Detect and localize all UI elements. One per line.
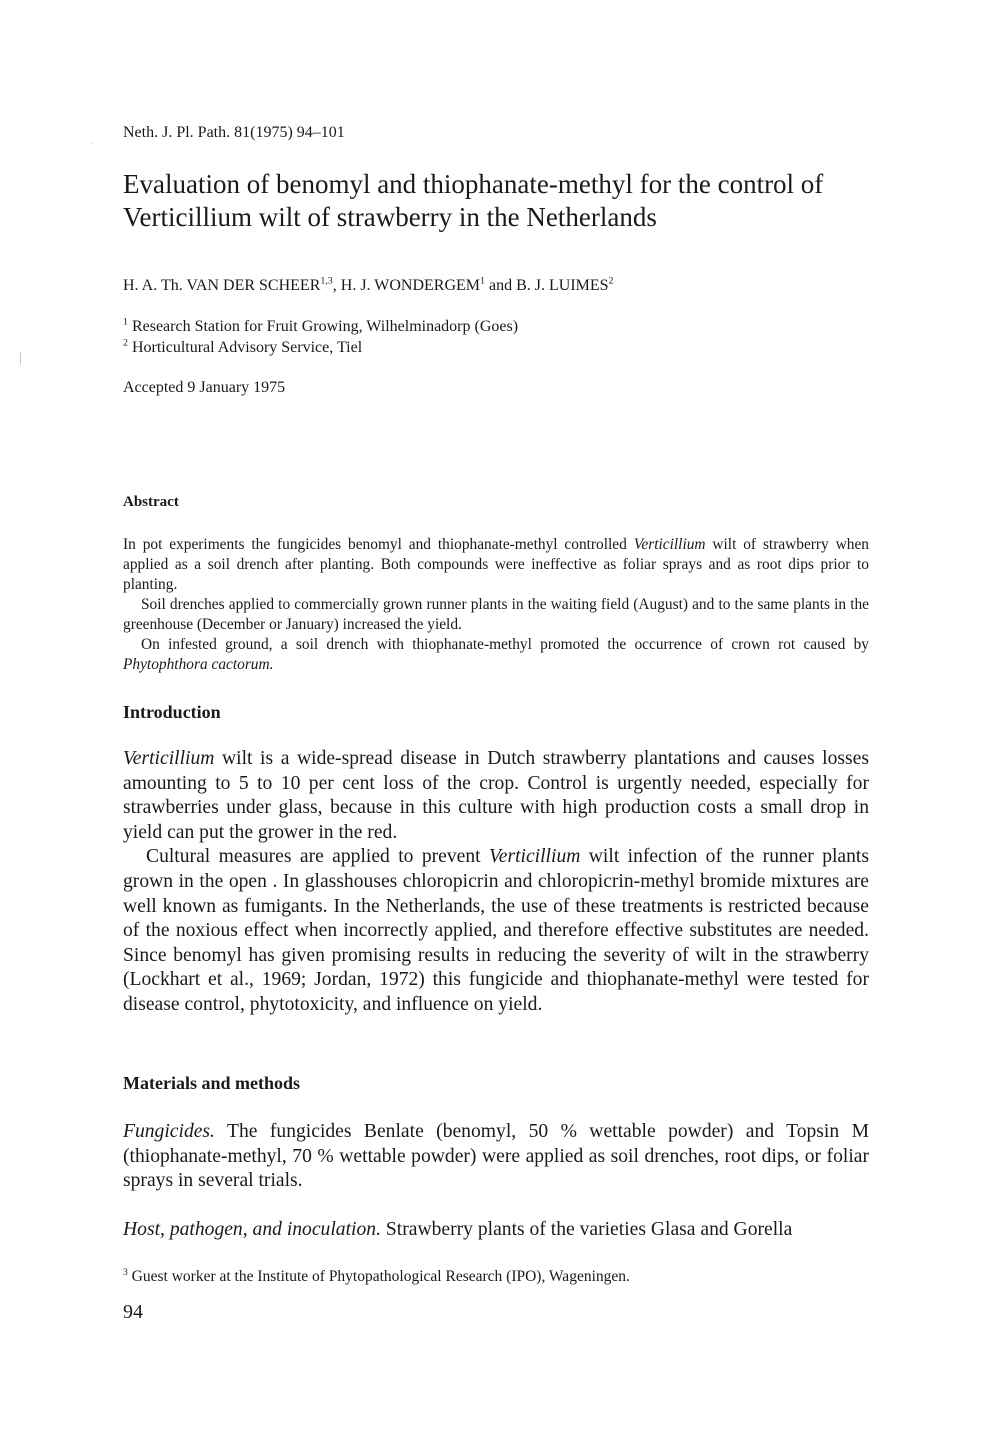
author-and: and [484,277,517,294]
fungicides-paragraph [123,1120,869,1194]
body-text: wilt infection of the runner plants grown in the open . In glasshouses chloropicrin and chloropicrin-methyl bromide mixtures are well known as fumigants. In the Netherlands, the use of these treatments is restricted because of the noxious effect when incorrectly applied, and therefore effective substitutes are needed. Since benomyl has given promising results in reducing the severity of wilt in the strawberry (Lockhart et al., 1969; Jordan, 1972) this fungicide and thiophanate-methyl were tested for disease control, phytotoxicity, and influence on yield. [123,846,869,1015]
author-line [123,277,614,295]
materials-heading: Materials and methods [123,1073,300,1093]
journal-reference: Neth. J. Pl. Path. 81(1975) 94–101 [123,124,345,141]
abstract-text: wilt of strawberry when applied as a soil drench after planting. Both compounds were ineffective as foliar sprays and as root dips prior to planting. [123,536,869,593]
body-paragraph [123,747,869,845]
author-name: H. A. Th. VAN DER SCHEER [123,277,321,294]
body-italic: Fungicides. [123,1121,215,1142]
abstract-italic: Phytophthora cactorum. [123,656,274,673]
author-sup: 1 [480,275,485,287]
affiliation [123,339,362,357]
footnote-mark: 3 [123,1266,128,1278]
author-sup: 1,3 [320,275,333,287]
abstract-text: On infested ground, a soil drench with thiophanate-methyl promoted the occurrence of crown rot caused by [141,636,869,653]
page-number: 94 [123,1301,143,1323]
scan-speck [20,352,21,364]
author-sup: 2 [608,275,614,287]
body-text: Strawberry plants of the varieties Glasa and Gorella [380,1219,793,1240]
affiliation-mark: 1 [123,316,128,328]
host-paragraph [123,1218,869,1243]
footnote-text: Guest worker at the Institute of Phytopathological Research (IPO), Wageningen. [127,1268,630,1285]
abstract-text: In pot experiments the fungicides benomyl and thiophanate-methyl controlled [123,536,634,553]
author-name: B. J. LUIMES [516,277,609,294]
body-text: The fungicides Benlate (benomyl, 50 % wettable powder) and Topsin M (thiophanate-methyl, 70 % wettable powder) were applied as soil drenches, root dips, or foliar sprays in several trials. [123,1121,869,1192]
body-paragraph [123,845,869,1017]
author-name: H. J. WONDERGEM [340,277,481,294]
affiliation-text: Horticultural Advisory Service, Tiel [127,339,363,356]
paper-title: Evaluation of benomyl and thiophanate-methyl for the control of Verticillium wilt of strawberry in the Netherlands [123,169,824,232]
accepted-date: Accepted 9 January 1975 [123,379,286,396]
body-paragraph [123,1218,869,1243]
abstract-italic: Verticillium [633,536,706,553]
introduction-body [123,747,869,1018]
body-italic: Verticillium [488,846,581,868]
introduction-heading: Introduction [123,702,221,722]
author-separator: , [332,277,341,294]
footnote [123,1268,630,1286]
body-paragraph [123,1120,869,1194]
abstract-body [123,535,869,675]
body-italic: Host, pathogen, and inoculation. [123,1219,381,1240]
scan-speck [92,143,93,144]
body-text: Cultural measures are applied to prevent [146,846,489,868]
abstract-paragraph: Soil drenches applied to commercially grown runner plants in the waiting field (August) and to the same plants in the greenhouse (December or January) increased the yield. [123,596,869,633]
abstract-paragraph [123,635,869,675]
abstract-paragraph [123,535,869,595]
body-text: wilt is a wide-spread disease in Dutch strawberry plantations and causes losses amounting to 5 to 10 per cent loss of the crop. Control is urgently needed, especially for strawberries under glass, because in this culture with high production costs a small drop in yield can put the grower in the red. [123,748,869,843]
affiliation [123,318,518,336]
body-italic: Verticillium [123,748,215,769]
affiliation-text: Research Station for Fruit Growing, Wilhelminadorp (Goes) [127,318,519,335]
affiliation-mark: 2 [123,337,128,349]
abstract-heading: Abstract [123,494,179,510]
